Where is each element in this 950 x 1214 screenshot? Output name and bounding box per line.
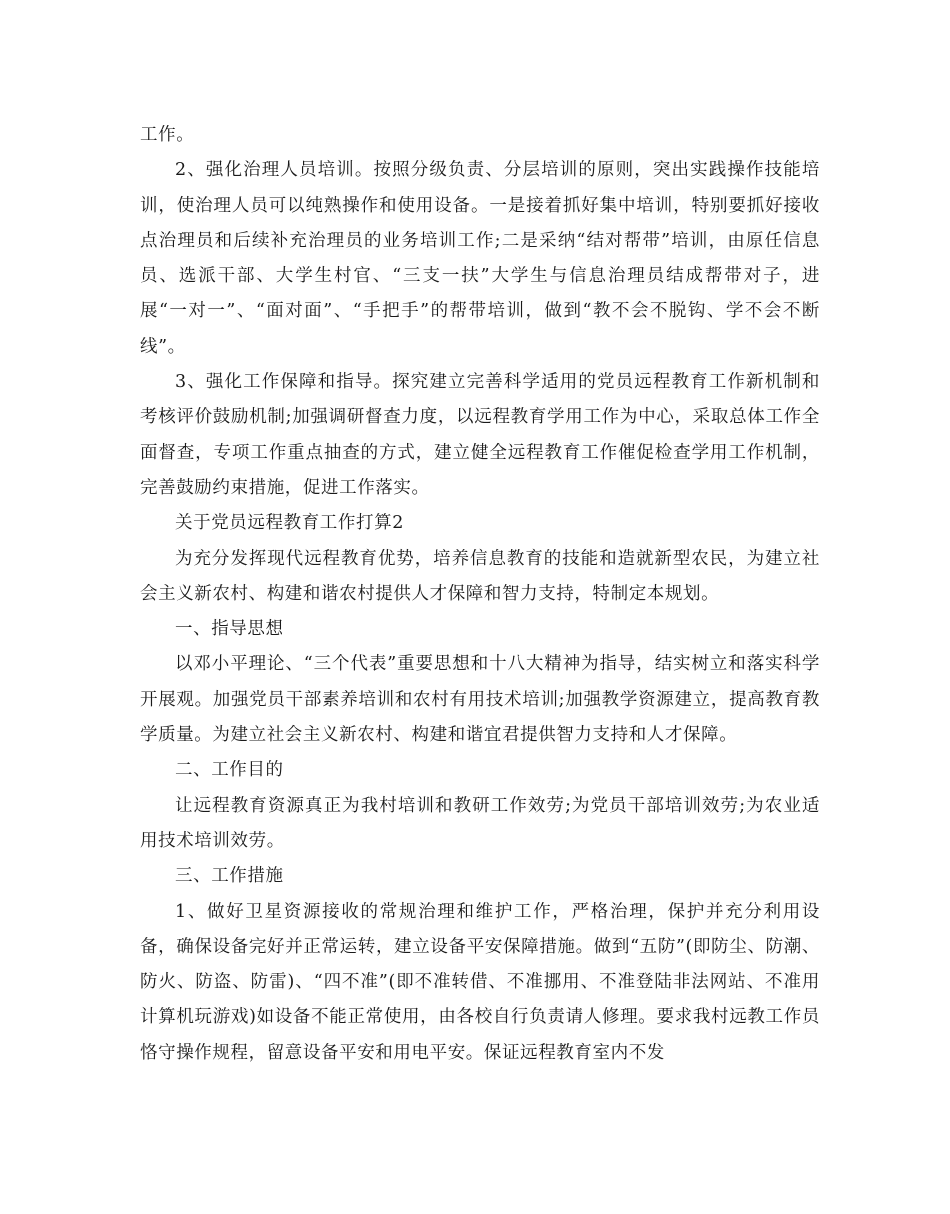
paragraph-intro: 为充分发挥现代远程教育优势，培养信息教育的技能和造就新型农民，为建立社会主义新农村、构建和谐农村提供人才保障和智力支持，特制定本规划。 (140, 548, 820, 604)
heading-work-goal: 二、工作目的 (175, 760, 284, 781)
heading-guiding-thought: 一、指导思想 (175, 619, 284, 640)
section-title: 关于党员远程教育工作打算2 (175, 513, 404, 534)
document-body (140, 118, 820, 1071)
paragraph-work-guarantee: 3、强化工作保障和指导。探究建立完善科学适用的党员远程教育工作新机制和考核评价鼓励机制;加强调研督查力度，以远程教育学用工作为中心，采取总体工作全面督查，专项工作重点抽查的方式，建立健全远程教育工作催促检查学用工作机制，完善鼓励约束措施，促进工作落实。 (140, 372, 820, 498)
paragraph-continuation: 工作。 (140, 125, 195, 145)
paragraph-staff-training: 2、强化治理人员培训。按照分级负责、分层培训的原则，突出实践操作技能培训，使治理人员可以纯熟操作和使用设备。一是接着抓好集中培训，特别要抓好接收点治理员和后续补充治理员的业务培训工作;二是采纳“结对帮带”培训，由原任信息员、选派干部、大学生村官、“三支一扶”大学生与信息治理员结成帮带对子，进展“一对一”、“面对面”、“手把手”的帮带培训，做到“教不会不脱钩、学不会不断线”。 (140, 160, 820, 357)
heading-work-measures: 三、工作措施 (175, 866, 284, 887)
paragraph-guiding-thought: 以邓小平理论、“三个代表”重要思想和十八大精神为指导，结实树立和落实科学开展观。加强党员干部素养培训和农村有用技术培训;加强教学资源建立，提高教育教学质量。为建立社会主义新农村、构建和谐宜君提供智力支持和人才保障。 (140, 654, 820, 746)
paragraph-work-goal: 让远程教育资源真正为我村培训和教研工作效劳;为党员干部培训效劳;为农业适用技术培训效劳。 (140, 795, 820, 851)
paragraph-measure-1: 1、做好卫星资源接收的常规治理和维护工作，严格治理，保护并充分利用设备，确保设备完好并正常运转，建立设备平安保障措施。做到“五防”(即防尘、防潮、防火、防盗、防雷)、“四不准”(即不准转借、不准挪用、不准登陆非法网站、不准用计算机玩游戏)如设备不能正常使用，由各校自行负责请人修理。要求我村远教工作员恪守操作规程，留意设备平安和用电平安。保证远程教育室内不发 (140, 901, 820, 1063)
